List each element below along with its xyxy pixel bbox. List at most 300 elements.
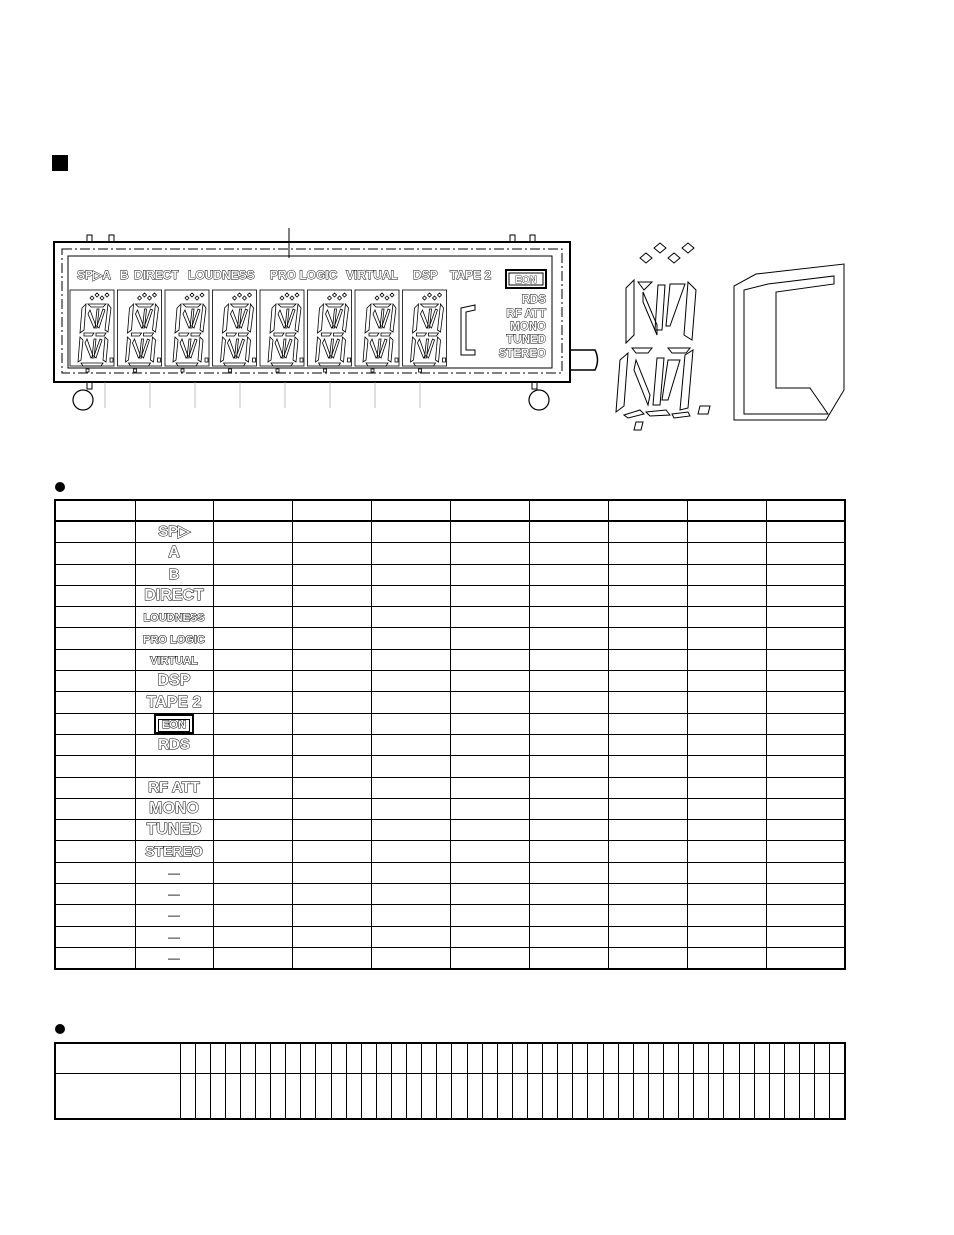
segment-label-cell	[135, 905, 213, 926]
table-row	[55, 628, 845, 649]
digit-segment	[224, 363, 246, 366]
table-cell	[608, 756, 687, 777]
table-cell	[608, 905, 687, 926]
pin-cell	[437, 1073, 452, 1119]
table-cell	[450, 734, 529, 755]
table-cell	[766, 947, 845, 969]
table-cell	[529, 884, 608, 905]
table-cell	[213, 820, 292, 841]
digit-segment	[295, 304, 301, 332]
table-cell	[371, 820, 450, 841]
pin-cell	[407, 1043, 422, 1073]
digit-segment	[176, 363, 198, 366]
table-row	[55, 777, 845, 798]
digit-segment	[438, 304, 444, 332]
table-cell	[450, 671, 529, 692]
pin-cell	[588, 1073, 603, 1119]
indicator-dsp: DSP	[413, 268, 438, 282]
digit-segment	[200, 304, 206, 332]
segment-label: —	[168, 929, 180, 944]
table-cell	[371, 607, 450, 628]
table-cell	[55, 862, 135, 883]
digit-segment	[221, 337, 226, 362]
table-cell	[292, 649, 371, 670]
table-cell	[687, 884, 766, 905]
digit-segment	[229, 369, 232, 372]
table-cell	[292, 947, 371, 969]
digit-segment	[180, 339, 188, 358]
table-cell	[55, 947, 135, 969]
table-cell	[529, 521, 608, 543]
table-cell	[529, 585, 608, 606]
table-row	[55, 649, 845, 670]
segment-label: TAPE 2	[146, 693, 202, 711]
table-cell	[292, 756, 371, 777]
digit-segment	[371, 369, 374, 372]
segment-assignment-table	[54, 499, 846, 970]
table-cell	[292, 543, 371, 564]
table-cell	[371, 649, 450, 670]
segment-label-cell	[135, 585, 213, 606]
digit-segment	[418, 339, 426, 358]
table-cell	[766, 734, 845, 755]
pin-cell	[331, 1073, 346, 1119]
pin-cell	[225, 1073, 240, 1119]
digit-cell	[355, 290, 399, 372]
table-cell	[371, 756, 450, 777]
digit-segment	[326, 304, 344, 307]
magnified-digit	[616, 243, 844, 430]
segment-label: LOUDNESS	[143, 612, 205, 625]
table-cell	[292, 607, 371, 628]
table-cell	[371, 734, 450, 755]
table-cell	[292, 820, 371, 841]
table-cell	[687, 841, 766, 862]
table-cell	[687, 862, 766, 883]
table-cell	[292, 628, 371, 649]
table-cell	[450, 905, 529, 926]
indicator-tape2: TAPE 2	[450, 268, 492, 282]
table-cell	[529, 862, 608, 883]
table-cell	[292, 777, 371, 798]
digit-segment	[248, 304, 254, 332]
table-cell	[766, 777, 845, 798]
segment-table-header-cell	[529, 500, 608, 521]
pin-cell	[240, 1043, 255, 1073]
digit-segment	[133, 339, 141, 358]
digit-segment	[395, 358, 398, 362]
digit-segment	[153, 304, 159, 332]
section-marker-square	[52, 155, 68, 171]
table-cell	[450, 926, 529, 947]
digit-segment	[88, 304, 106, 307]
pin-cell	[361, 1073, 376, 1119]
digit-segment	[181, 369, 184, 372]
digit-segment	[417, 333, 439, 336]
pin-cell	[754, 1073, 769, 1119]
pin-cell	[830, 1073, 845, 1119]
digit-segment	[366, 363, 388, 366]
digit-segment	[84, 333, 106, 336]
table-cell	[608, 543, 687, 564]
table-cell	[213, 585, 292, 606]
table-cell	[213, 628, 292, 649]
table-cell	[371, 947, 450, 969]
segment-label: VIRTUAL	[150, 654, 198, 667]
digit-segment	[227, 333, 249, 336]
segment-table-header-cell	[292, 500, 371, 521]
digit-segment	[369, 333, 391, 336]
segment-label-cell	[135, 564, 213, 585]
table-row	[55, 841, 845, 862]
digit-segment	[129, 363, 151, 366]
table-cell	[766, 756, 845, 777]
digit-cell	[165, 290, 209, 372]
pin-cell	[588, 1043, 603, 1073]
pin-cell	[407, 1073, 422, 1119]
pin-cell	[724, 1043, 739, 1073]
table-cell	[213, 521, 292, 543]
pin-cell	[271, 1043, 286, 1073]
table-cell	[529, 628, 608, 649]
table-row	[55, 521, 845, 543]
table-row	[55, 734, 845, 755]
table-cell	[529, 564, 608, 585]
digit-segment	[138, 293, 157, 300]
table-cell	[766, 607, 845, 628]
digit-segment	[132, 333, 154, 336]
pin-cell	[664, 1073, 679, 1119]
table-cell	[529, 841, 608, 862]
table-row	[55, 798, 845, 819]
pin-cell	[180, 1073, 195, 1119]
digit-segment	[328, 293, 347, 300]
table-cell	[687, 926, 766, 947]
pin-cell	[331, 1043, 346, 1073]
table-cell	[766, 926, 845, 947]
table-cell	[292, 585, 371, 606]
segment-label: —	[168, 951, 180, 966]
table-cell	[687, 820, 766, 841]
digit-cell	[308, 290, 352, 372]
indicator-virtual: VIRTUAL	[346, 268, 398, 282]
table-cell	[687, 713, 766, 734]
table-cell	[766, 585, 845, 606]
segment-table-header-cell	[55, 500, 135, 521]
table-cell	[687, 798, 766, 819]
segment-label-cell	[135, 862, 213, 883]
digit-segment	[253, 358, 256, 362]
segment-label-cell	[135, 820, 213, 841]
digit-segment	[436, 337, 441, 362]
segment-label-cell	[135, 798, 213, 819]
table-cell	[450, 628, 529, 649]
segment-label-cell	[135, 756, 213, 777]
pin-cell	[437, 1043, 452, 1073]
table-cell	[766, 521, 845, 543]
table-cell	[213, 649, 292, 670]
pin-cell	[376, 1043, 391, 1073]
pin-cell	[694, 1043, 709, 1073]
segment-label: MONO	[149, 800, 199, 817]
segment-table-header-row	[55, 500, 845, 521]
digit-segment	[373, 304, 391, 307]
table-cell	[213, 926, 292, 947]
pin-cell	[558, 1043, 573, 1073]
indicator-loudness: LOUDNESS	[188, 268, 255, 282]
pin-cell	[346, 1073, 361, 1119]
table-row	[55, 585, 845, 606]
table-cell	[450, 777, 529, 798]
pin-cell	[422, 1073, 437, 1119]
table-cell	[608, 692, 687, 713]
table-cell	[608, 777, 687, 798]
table-cell	[687, 947, 766, 969]
pin-cell	[301, 1073, 316, 1119]
table-cell	[687, 628, 766, 649]
table-cell	[292, 798, 371, 819]
table-cell	[608, 607, 687, 628]
pin-cell	[286, 1043, 301, 1073]
digit-segment	[78, 337, 83, 362]
table-cell	[766, 713, 845, 734]
segment-table-header-cell	[213, 500, 292, 521]
table-cell	[292, 713, 371, 734]
pin-cell	[55, 1043, 180, 1073]
segment-table-header-cell	[608, 500, 687, 521]
digit-segment	[318, 304, 324, 333]
segment-label-cell	[135, 841, 213, 862]
digit-segment	[271, 363, 293, 366]
table-cell	[687, 905, 766, 926]
digit-segment	[343, 304, 349, 332]
indicator-b: B	[120, 268, 129, 282]
pin-cell	[603, 1043, 618, 1073]
table-cell	[371, 692, 450, 713]
pin-cell	[573, 1043, 588, 1073]
pin-cell	[769, 1073, 784, 1119]
segment-label-cell	[135, 628, 213, 649]
table-cell	[450, 713, 529, 734]
table-cell	[529, 777, 608, 798]
table-cell	[450, 841, 529, 862]
table-cell	[450, 947, 529, 969]
table-row	[55, 1043, 845, 1073]
table-cell	[687, 756, 766, 777]
pin-cell	[195, 1043, 210, 1073]
table-row	[55, 671, 845, 692]
indicator-stereo: STEREO	[498, 348, 546, 360]
segment-label: DIRECT	[144, 587, 204, 605]
pin-cell	[784, 1043, 799, 1073]
table-cell	[608, 841, 687, 862]
pin-cell	[316, 1073, 331, 1119]
pin-cell	[815, 1073, 830, 1119]
table-cell	[529, 905, 608, 926]
digit-segment	[411, 337, 416, 362]
table-cell	[213, 671, 292, 692]
digit-segment	[390, 304, 396, 332]
digit-segment	[231, 310, 239, 328]
digit-segment	[151, 337, 156, 362]
pin-cell	[739, 1073, 754, 1119]
pin-cell	[830, 1043, 845, 1073]
digit-segment	[280, 293, 299, 300]
digit-segment	[198, 337, 203, 362]
digit-segment	[88, 310, 96, 328]
table-cell	[371, 841, 450, 862]
table-cell	[687, 777, 766, 798]
table-cell	[292, 926, 371, 947]
pin-cell	[286, 1073, 301, 1119]
table-cell	[766, 841, 845, 862]
pin-cell	[482, 1073, 497, 1119]
pin-cell	[210, 1043, 225, 1073]
table-cell	[213, 777, 292, 798]
segment-label: PRO LOGIC	[143, 633, 205, 646]
indicator-sp-a: SP▷A	[77, 268, 111, 282]
pin-cell	[633, 1043, 648, 1073]
table-cell	[450, 862, 529, 883]
table-cell	[608, 884, 687, 905]
segment-label: —	[168, 887, 180, 902]
table-cell	[766, 905, 845, 926]
pin-cell	[618, 1073, 633, 1119]
segment-label-cell	[135, 947, 213, 969]
table-cell	[55, 756, 135, 777]
table-cell	[213, 862, 292, 883]
table-cell	[529, 926, 608, 947]
table-cell	[55, 884, 135, 905]
digit-segment	[183, 310, 191, 328]
pin-cell	[739, 1043, 754, 1073]
pin-cell	[528, 1073, 543, 1119]
table-cell	[608, 585, 687, 606]
table-row	[55, 905, 845, 926]
pin-cell	[180, 1043, 195, 1073]
pin-cell	[256, 1043, 271, 1073]
segment-label-cell	[135, 734, 213, 755]
segment-table-header-cell	[135, 500, 213, 521]
table-cell	[55, 585, 135, 606]
pin-cell	[603, 1073, 618, 1119]
table-cell	[450, 692, 529, 713]
digit-segment	[324, 369, 327, 372]
digit-segment	[223, 304, 229, 333]
pin-cell	[467, 1073, 482, 1119]
pin-cell	[709, 1073, 724, 1119]
pin-cell	[799, 1043, 814, 1073]
table-cell	[687, 649, 766, 670]
digit-segment	[126, 337, 131, 362]
table-cell	[766, 862, 845, 883]
table-cell	[292, 884, 371, 905]
digit-segment	[388, 337, 393, 362]
pin-cell	[784, 1073, 799, 1119]
pin-cell	[543, 1043, 558, 1073]
pin-cell	[256, 1073, 271, 1119]
table-cell	[292, 862, 371, 883]
pin-cell	[709, 1043, 724, 1073]
table-cell	[55, 692, 135, 713]
table-row	[55, 862, 845, 883]
pin-cell	[452, 1073, 467, 1119]
segment-label-cell	[135, 671, 213, 692]
digit-segment	[274, 333, 296, 336]
digit-segment	[270, 304, 276, 333]
segment-table-header-cell	[687, 500, 766, 521]
pin-cell	[618, 1043, 633, 1073]
table-cell	[529, 713, 608, 734]
digit-cell	[260, 290, 304, 372]
table-cell	[213, 884, 292, 905]
table-cell	[766, 798, 845, 819]
segment-label: B	[168, 565, 180, 583]
segment-label-cell	[135, 543, 213, 564]
pin-cell	[392, 1073, 407, 1119]
table-cell	[371, 777, 450, 798]
table-cell	[608, 734, 687, 755]
table-cell	[766, 543, 845, 564]
digit-segment	[110, 358, 113, 362]
pin-cell	[558, 1073, 573, 1119]
table-cell	[213, 905, 292, 926]
eon-boxed-label	[154, 714, 194, 734]
table-cell	[529, 820, 608, 841]
pin-cell	[240, 1073, 255, 1119]
pin-cell	[754, 1043, 769, 1073]
digit-segment	[268, 337, 273, 362]
digit-cells	[70, 290, 447, 372]
table-cell	[450, 820, 529, 841]
table-cell	[608, 671, 687, 692]
table-cell	[450, 884, 529, 905]
table-cell	[766, 628, 845, 649]
pin-connection-table	[54, 1042, 846, 1120]
segment-label-cell	[135, 777, 213, 798]
table-cell	[213, 543, 292, 564]
pin-cell	[648, 1043, 663, 1073]
table-cell	[292, 671, 371, 692]
table-cell	[687, 671, 766, 692]
pin-cell	[512, 1043, 527, 1073]
table-row	[55, 692, 845, 713]
pin-cell	[679, 1073, 694, 1119]
table-cell	[213, 607, 292, 628]
table-cell	[371, 905, 450, 926]
table-cell	[450, 564, 529, 585]
table-cell	[608, 820, 687, 841]
table-row	[55, 820, 845, 841]
segment-label: RF ATT	[148, 778, 200, 796]
segment-table-header-cell	[371, 500, 450, 521]
segment-table-header-cell	[766, 500, 845, 521]
pin-cell	[361, 1043, 376, 1073]
pin-cell	[679, 1043, 694, 1073]
pin-cell	[55, 1073, 180, 1119]
table-cell	[371, 862, 450, 883]
pin-cell	[271, 1073, 286, 1119]
digit-segment	[322, 333, 344, 336]
digit-segment	[319, 363, 341, 366]
table-cell	[608, 628, 687, 649]
table-cell	[766, 820, 845, 841]
segment-label: EON	[158, 719, 190, 732]
pin-cell	[799, 1073, 814, 1119]
table-cell	[529, 692, 608, 713]
digit-segment	[373, 310, 381, 328]
table-cell	[55, 777, 135, 798]
